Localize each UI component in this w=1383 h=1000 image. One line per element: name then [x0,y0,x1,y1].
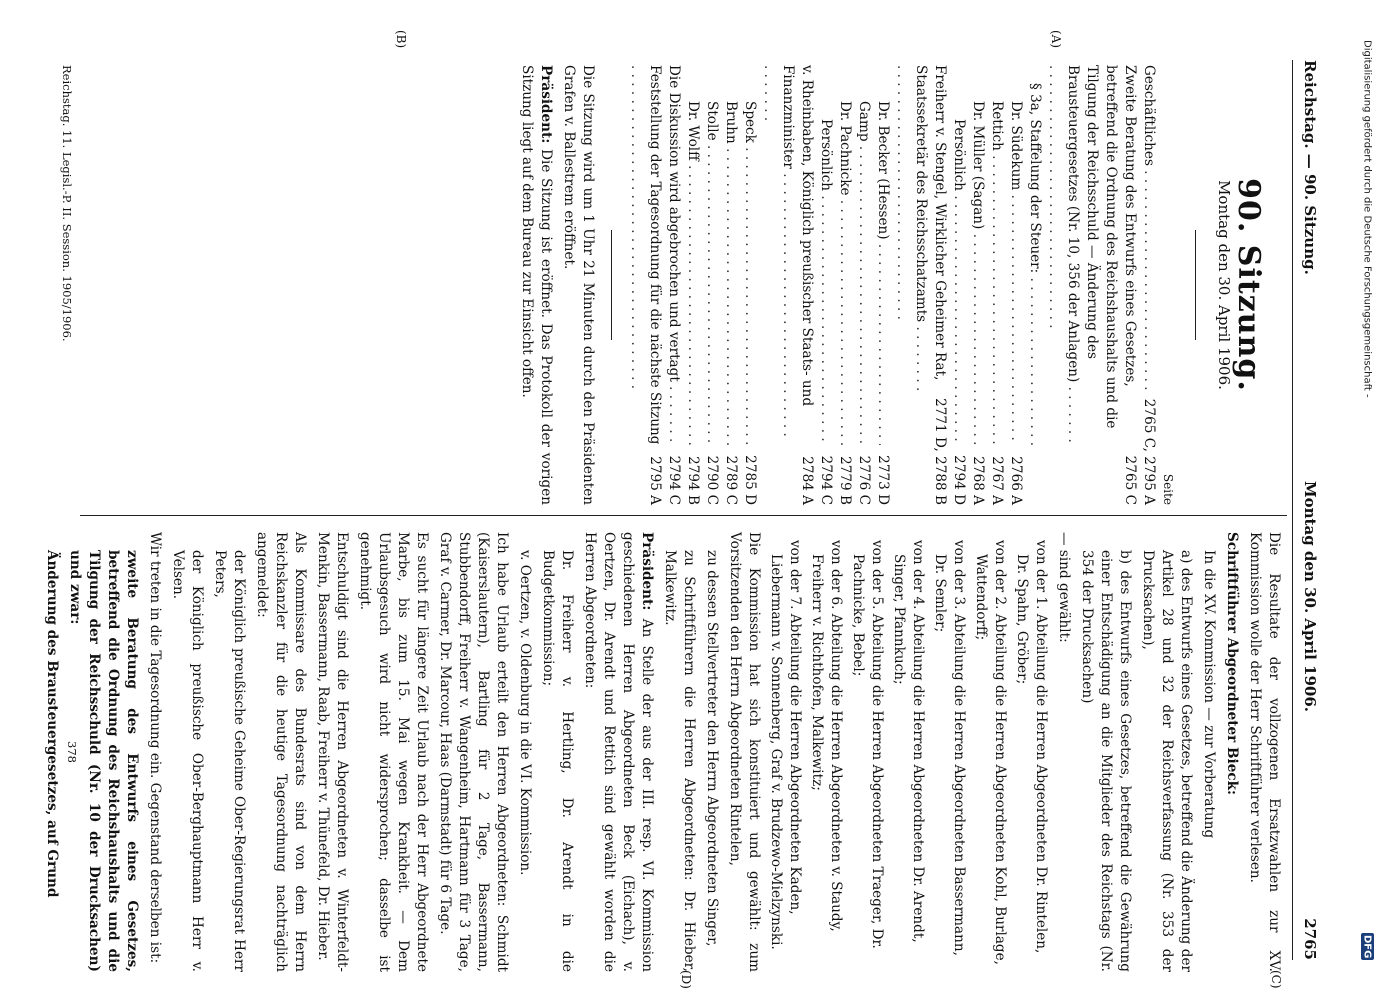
agenda-item: Änderung des Brausteuergesetzes, auf Grund [44,550,60,898]
toc-entry [626,65,664,505]
margin-mark-c: (C) [1269,970,1283,989]
toc-entry-text: Zweite Beratung des Entwurfs eines Gesetzes, betreffend die Ordnung des Reichshaushalts und die Tilgung der Reichsschuld — Änderung des Brausteuergesetzes (Nr. 10, 356 der Anlagen) . . . [1044,65,1139,445]
paragraph: Die Resultate der vollzogenen Ersatzwahlen zur XV. Kommission wolle der Herr Schriftführer verlesen. [1247,532,1282,972]
toc-entry-text: Die Diskussion wird abgebrochen und vertagt . . . [664,65,683,445]
toc-entry-page: 2794 D [951,455,967,505]
paragraph: a) des Entwurfs eines Gesetzes, betreffend die Änderung der Artikel 28 und 32 der Reichsverfassung (Nr. 353 der Drucksachen), [1140,550,1194,972]
toc-entry-text: Dr. Südekum . . . [1006,101,1025,445]
president-label: Präsident: [538,65,554,144]
paragraph: Als Kommissare des Bundesrats sind von dem Herrn Reichskanzler für die heutige Tagesordnung nachträglich angemeldet: [254,532,308,972]
department-entry: von der 1. Abteilung die Herren Abgeordneten Dr. Rintelen, Dr. Spahn, Gröber; [1014,540,1049,954]
left-column [513,65,1283,505]
toc-entry [759,65,816,505]
toc-entry [721,65,740,505]
toc-entry-page: 2794 C [818,455,834,505]
toc-entry-text: § 3a, Staffelung der Steuer: . . . [1025,83,1044,445]
seite-label: Seite [1161,473,1175,505]
paragraph: b) des Entwurfs eines Gesetzes, betreffend die Gewährung einer Entschädigung an die Mitglieder des Reichstags (Nr. 354 der Drucksachen) [1079,550,1133,972]
toc-entry-page: 2794 B [685,456,701,505]
session-title: 90. Sitzung. [1231,178,1266,392]
toc-entry-text: Persönlich . . . [816,119,835,445]
toc-entry [683,65,702,505]
paragraph: Ich habe Urlaub erteilt den Herren Abgeordneten: Schmidt (Kaiserslautern), Bartling für 2 Tage, Bassermann, Stubbendorff, Freiherr v. Wangenheim, Hartmann für 3 Tage, Graf v. Carmer, Dr. Marcour, Haas (Darmstadt) für 6 Tage. [437,532,510,972]
toc-entry [949,65,968,505]
president-text: Die Sitzung ist eröffnet. Das Protokoll der vorigen Sitzung liegt auf dem Bureau zur Einsicht offen. [519,65,554,505]
header-left: Reichstag. — 90. Sitzung. [1301,60,1319,275]
department-entry: von der 5. Abteilung die Herren Abgeordneten Traeger, Dr. Pachnicke, Bebel; [850,540,885,949]
paragraph: zu dessen Stellvertreter den Herrn Abgeordneten Singer, [704,550,720,947]
toc-entry-text: Geschäftliches . . . [1139,65,1158,395]
toc-entry [873,65,892,505]
mid-rule [611,230,612,340]
toc-entry-text: Speck . . . [740,101,759,445]
toc-entry-page: 2779 B [837,456,853,505]
paragraph: Dr. Freiherr v. Hertling, Dr. Arendt in die Budgetkommission; [540,550,575,972]
toc-entry [1006,65,1025,505]
toc-entry-page: 2795 A [647,456,663,505]
paragraph: — sind gewählt: [1056,532,1072,643]
toc-entry [1044,65,1139,505]
toc-entry-text: Freiherr v. Stengel, Wirklicher Geheimer Rat, Staatssekretär des Reichsschatzamts . . . [892,65,949,395]
toc-entry-text: Gamp . . . [854,101,873,445]
toc-entry-page: 2790 C [704,455,720,505]
paragraph: Die Kommission hat sich konstituiert und gewählt: zum Vorsitzenden den Herrn Abgeordneten Rintelen, [727,532,762,972]
toc-entry-text: Bruhn . . . [721,101,740,445]
toc-entry [664,65,683,505]
paragraph: v. Oertzen, v. Oldenburg in die VI. Kommission. [517,550,533,876]
table-of-contents [626,65,1158,505]
paragraph: Es sucht für längere Zeit Urlaub nach der Herr Abgeordnete Marbe, bis zum 15. Mai wegen Krankheit. — Dem Urlaubsgesuch wird nicht widersprochen; dasselbe ist genehmigt. [357,532,430,972]
toc-entry-text: Dr. Wolff . . . [683,101,702,445]
toc-entry-text: v. Rheinbaben, Königlich preußischer Staats- und Finanzminister . . . [759,65,816,445]
toc-entry-text: Dr. Pachnicke . . . [835,101,854,445]
toc-entry-page: 2765 C, 2795 A [1141,398,1157,505]
toc-entry-page: 2789 C [723,455,739,505]
toc-entry-page: 2785 D [742,455,758,505]
toc-entry [854,65,873,505]
toc-entry-page: 2773 D [875,455,891,505]
paragraph: der Königlich preußische Ober-Berghauptmann Herr v. Velsen. [170,550,205,972]
paragraph: Entschuldigt sind die Herren Abgeordneten v. Winterfeldt-Menkin, Bassermann, Raab, Freiherr v. Thünefeld, Dr. Hieber. [315,532,350,972]
page-header [1297,60,1323,960]
speaker-label: Schriftführer Abgeordneter Bieck: [1224,532,1240,796]
digitization-note [1359,40,1375,960]
toc-entry-page: 2766 A [1008,456,1024,505]
toc-entry [1025,65,1044,505]
toc-entry [740,65,759,505]
right-column [38,532,1283,972]
toc-entry [816,65,835,505]
toc-entry-text: Feststellung der Tagesordnung für die nächste Sitzung . . . [626,65,664,445]
paragraph: Wir treten in die Tagesordnung ein. Gegenstand derselben ist: [147,532,163,964]
toc-entry [987,65,1006,505]
toc-entry-text: Dr. Becker (Hessen) . . . [873,101,892,445]
header-date: Montag den 30. April 1906. [1301,481,1319,713]
president-paragraph [580,532,656,972]
dfg-logo: DFG [1361,934,1373,958]
department-entry: von der 4. Abteilung die Herren Abgeordneten Dr. Arendt, Singer, Pfannkuch; [891,540,926,943]
toc-entry-page: 2768 A [970,456,986,505]
agenda-item: zweite Beratung des Entwurfs eines Gesetzes, betreffend die Ordnung des Reichshaushalts und die Tilgung der Reichsschuld (Nr. 10 der Drucksachen) und zwar: [67,550,140,972]
title-rule [1195,230,1196,340]
margin-mark-d: (D) [679,970,693,989]
toc-entry [968,65,987,505]
page-number: 2765 [1301,918,1319,960]
toc-entry [892,65,949,505]
paragraph: zu Schriftführern die Herren Abgeordneten: Dr. Hieber, Malkewitz. [662,550,697,972]
department-entry: von der 7. Abteilung die Herren Abgeordneten Kaden, Liebermann v. Sonnenberg, Graf v. Brudzewo-Mielzynski. [768,540,803,950]
toc-entry-text: Dr. Müller (Sagan) . . . [968,101,987,445]
department-list [766,532,1050,972]
footer-signature: 378 [65,741,79,763]
toc-entry-text: Persönlich . . . [949,119,968,445]
toc-entry [1139,65,1158,505]
margin-mark-a: (A) [1049,30,1063,49]
department-entry: von der 2. Abteilung die Herren Abgeordneten Kohl, Burlage, Wattendorff; [973,540,1008,965]
toc-entry-text: Stolle . . . [702,101,721,445]
toc-entry [702,65,721,505]
toc-entry-page: 2776 C [856,455,872,505]
paragraph: der Königlich preußische Geheime Ober-Regierungsrat Herr Peters, [212,550,247,972]
margin-mark-b: (B) [394,30,408,49]
footer-left: Reichstag. 11. Legisl.-P. II. Session. 1905/1906. [60,65,74,342]
opening-text: Die Sitzung wird um 1 Uhr 21 Minuten durch den Präsidenten Grafen v. Ballestrem eröffnet. [561,65,596,505]
toc-entry-page: 2771 D, 2788 B [932,398,948,505]
toc-entry [835,65,854,505]
session-date: Montag den 30. April 1906. [1215,180,1233,390]
digitization-text: Digitalisierung gefördert durch die Deutsche Forschungsgemeinschaft - [1361,40,1373,398]
toc-entry-page: 2767 A [989,456,1005,505]
president-paragraph [517,65,555,505]
toc-entry-page: 2784 A [799,456,815,505]
paragraph: In die XV. Kommission — zur Vorberatung [1201,550,1217,839]
president-label: Präsident: [639,532,655,611]
toc-entry-page: 2765 C [1122,455,1138,505]
header-rule [1292,60,1293,960]
toc-entry-page: 2794 C [666,455,682,505]
paragraph-text: An Stelle der aus der III. resp. VI. Kommission geschiedenen Herren Abgeordneten Beck (Eichach), v. Oertzen, Dr. Arendt und Rettich sind gewählt worden die Herren Abgeordneten: [582,532,655,972]
column-divider [80,515,1287,516]
toc-entry-text: Rettich . . . [987,101,1006,445]
department-entry: von der 3. Abteilung die Herren Abgeordneten Bassermann, Dr. Semler; [932,540,967,956]
department-entry: von der 6. Abteilung die Herren Abgeordneten v. Staudy, Freiherr v. Richthofen, Malkewitz; [809,540,844,932]
